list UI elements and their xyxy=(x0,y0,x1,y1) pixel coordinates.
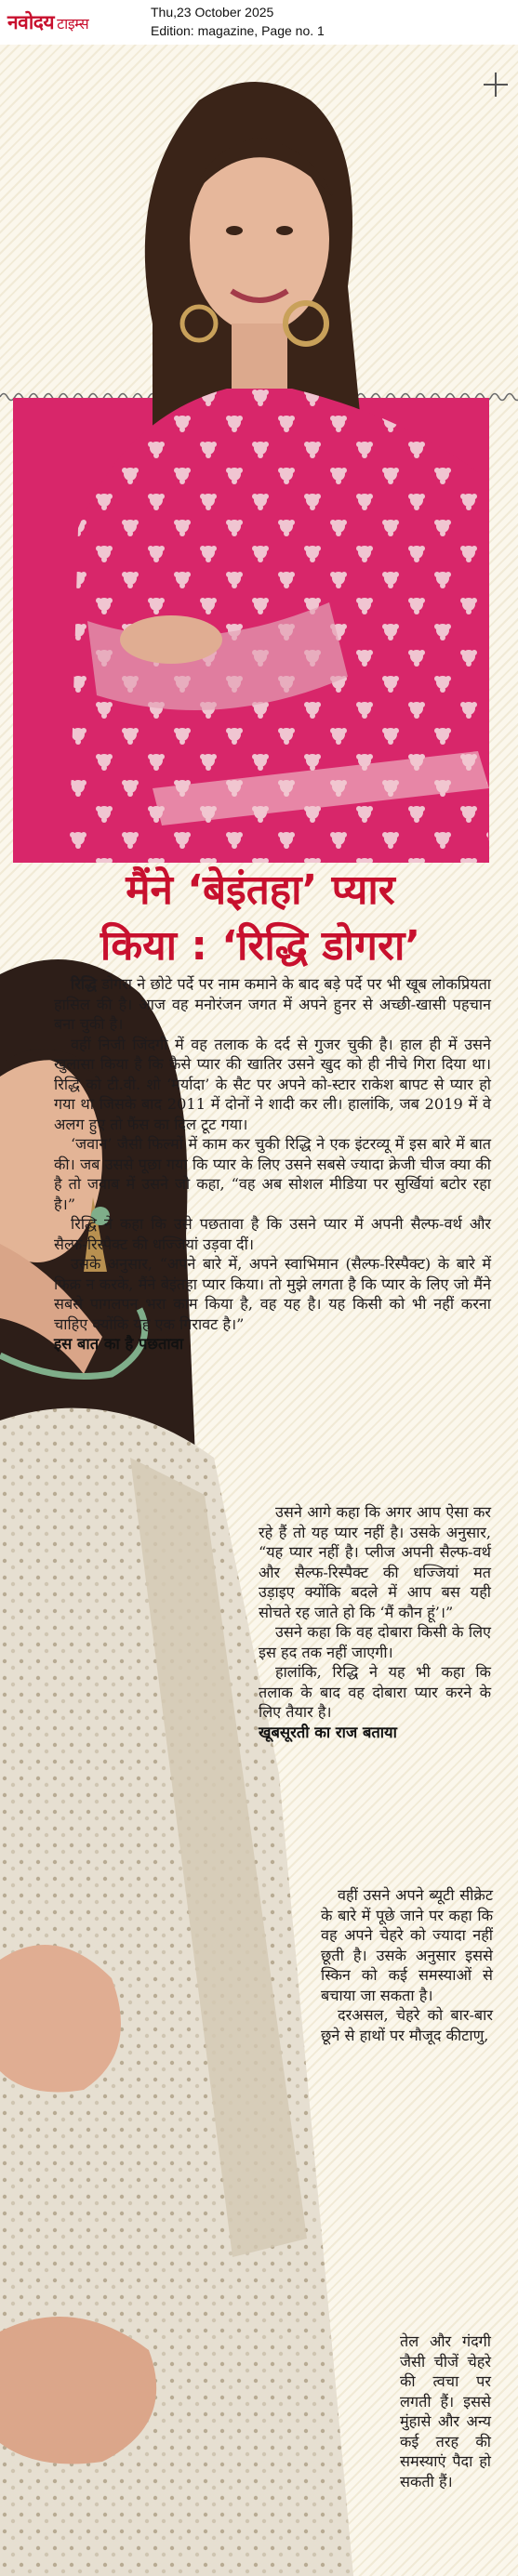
plus-icon[interactable] xyxy=(484,73,508,97)
article-body-column-4 xyxy=(400,2332,491,2491)
edition-header-bar xyxy=(0,0,518,46)
paragraph-4: रिद्धि ने कहा कि उसे पछतावा है कि उसने प्यार में अपनी सैल्फ-वर्थ और सैल्फ-रिस्पैक्ट की धज्जियां उड़वा दीं। xyxy=(54,1215,491,1253)
newspaper-page xyxy=(0,45,518,2576)
logo-sub-text: टाइम्स xyxy=(57,15,89,33)
paragraph-8: हालांकि, रिद्धि ने यह भी कहा कि तलाक के बाद वह दोबारा प्यार करने के लिए तैयार है। xyxy=(259,1663,491,1721)
paragraph-5: उसके अनुसार, “अपने बारे में, अपने स्वाभिमान (सैल्फ-रिस्पैक्ट) के बारे में फिक्र न करके, मैंने बेइंतहा प्यार किया। तो मुझे लगता है कि प्यार के लिए जो मैंने सबसे पागलपन भरा काम किया है, वह यह है। यह किसी को भी नहीं करना चाहिए क्योंकि यह एक गिरावट है।” xyxy=(54,1255,491,1333)
paragraph-7: उसने कहा कि वह दोबारा किसी के लिए इस हद तक नहीं जाएगी। xyxy=(259,1623,491,1661)
article-body-column-1 xyxy=(54,974,491,1354)
actress-photo-pink-saree xyxy=(13,45,489,863)
paragraph-10a: दरअसल, चेहरे को बार-बार छूने से हाथों पर मौजूद कीटाणु, xyxy=(321,2006,493,2044)
article-body-column-2 xyxy=(259,1502,491,1742)
logo-main-text: नवोदय xyxy=(7,11,55,33)
article-headline xyxy=(19,863,502,974)
newspaper-logo[interactable] xyxy=(7,9,88,35)
headline-line-2: किया : ‘रिद्धि डोगरा’ xyxy=(100,922,421,970)
paragraph-2: वहीं निजी जिंदगी में वह तलाक के दर्द से गुजर चुकी है। हाल ही में उसने खुलासा किया है कि कैसे प्यार की खातिर उसने खुद को ही नीचे गिरा दिया था। रिद्धि को टी.वी. शो ‘मर्यादा’ के सैट पर अपने को-स्टार राकेश बापट से प्यार हो गया था जिसके बाद 2011 में दोनों ने शादी कर ली। हालांकि, जब 2019 में वे अलग हुए तो फैंस का दिल टूट गया। xyxy=(54,1035,491,1133)
edition-date: Thu,23 October 2025 xyxy=(151,5,274,20)
paragraph-6: उसने आगे कहा कि अगर आप ऐसा कर रहे हैं तो यह प्यार नहीं है। उसके अनुसार, “यह प्यार नहीं है। प्लीज अपनी सैल्फ-वर्थ और सैल्फ-रिस्पैक्ट की धज्जियां मत उड़ाइए क्योंकि बदले में आप बस यही सोचते रह जाते हो कि ‘मैं कौन हूं’।” xyxy=(259,1503,491,1621)
paragraph-1: डोगरा ने छोटे पर्दे पर नाम कमाने के बाद बड़े पर्दे पर भी खूब लोकप्रियता हासिल की है। आज वह मनोरंजन जगत में अपने हुनर से अच्छी-खासी पहचान बना चुकी है। xyxy=(54,975,491,1033)
paragraph-9: वहीं उसने अपने ब्यूटी सीक्रेट के बारे में पूछे जाने पर कहा कि वह अपने चेहरे को ज्यादा नहीं छूती है। उसके अनुसार इससे स्किन को कई समस्याओं से बचाया जा सकता है। xyxy=(321,1886,493,2004)
paragraph-10b: तेल और गंदगी जैसी चीजें चेहरे की त्वचा पर लगती हैं। इससे मुंहासे और अन्य कई तरह की समस्याएं पैदा हो सकती हैं। xyxy=(400,2332,491,2490)
subheading-beauty-secret: खूबसूरती का राज बताया xyxy=(259,1723,397,1741)
headline-line-1: मैंने ‘बेइंतहा’ प्यार xyxy=(126,866,395,914)
lead-word: रिद्धि xyxy=(71,975,97,993)
subheading-regret: इस बात का है पछतावा xyxy=(54,1335,184,1353)
paragraph-3: ‘जवान’ जैसी फिल्मों में काम कर चुकी रिद्धि ने एक इंटरव्यू में इस बारे में बात की। जब उससे पूछा गया कि प्यार के लिए उसने सबसे ज्यादा क्रेजी चीज क्या की है तो जवाब में उसने जो कहा, “वह अब सोशल मीडिया पर सुर्खियां बटोर रहा है।” xyxy=(54,1135,491,1213)
article-body-column-3 xyxy=(321,1885,493,2045)
edition-info: Edition: magazine, Page no. 1 xyxy=(151,23,325,38)
